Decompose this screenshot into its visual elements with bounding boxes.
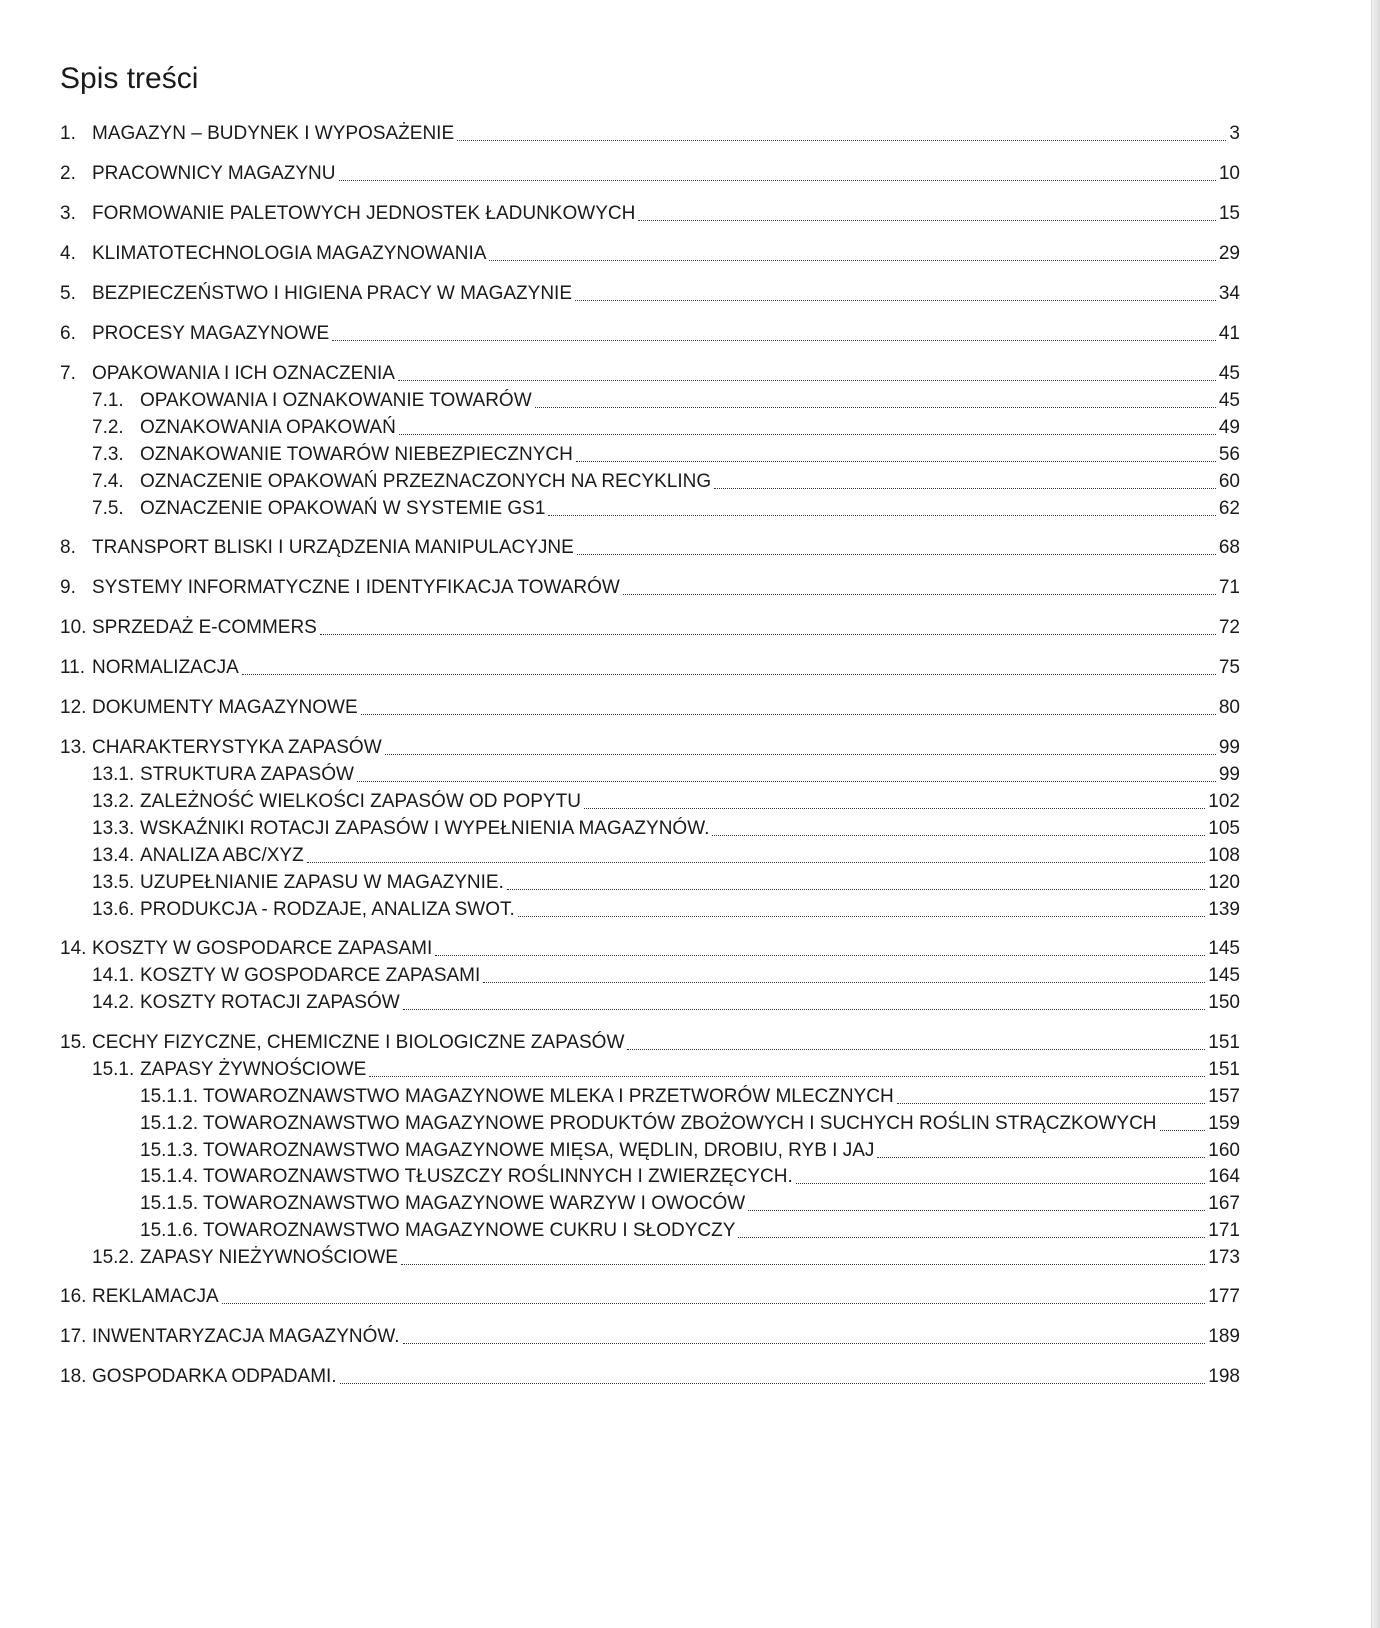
dot-leader	[575, 300, 1216, 301]
toc-entry[interactable]	[92, 1057, 1240, 1083]
dot-leader	[369, 1076, 1205, 1077]
toc-entry-label: TOWAROZNAWSTWO MAGAZYNOWE CUKRU I SŁODYCZY	[203, 1220, 736, 1241]
dot-leader	[357, 781, 1216, 782]
dot-leader	[361, 714, 1216, 715]
toc-entry-label: INWENTARYZACJA MAGAZYNÓW.	[92, 1326, 400, 1347]
toc-entry-label: TOWAROZNAWSTWO MAGAZYNOWE MIĘSA, WĘDLIN, DROBIU, RYB I JAJ	[203, 1140, 875, 1161]
toc-entry-label: OZNACZENIE OPAKOWAŃ PRZEZNACZONYCH NA RECYKLING	[140, 471, 712, 492]
dot-leader	[385, 754, 1216, 755]
toc-entry-page-number: 60	[1218, 471, 1240, 492]
toc-entry-page-number: 62	[1218, 498, 1240, 519]
toc-entry-page-number: 151	[1208, 1059, 1240, 1080]
dot-leader	[577, 554, 1216, 555]
toc-entry[interactable]	[140, 1164, 1240, 1190]
dot-leader	[483, 982, 1205, 983]
toc-entry-label: CHARAKTERYSTYKA ZAPASÓW	[92, 737, 382, 758]
toc-entry-number: 14.	[60, 938, 87, 959]
toc-entry[interactable]	[60, 121, 1240, 147]
toc-entry-number: 13.5.	[92, 872, 135, 893]
toc-entry-number: 17.	[60, 1326, 87, 1347]
toc-entry[interactable]	[60, 201, 1240, 227]
dot-leader	[518, 916, 1206, 917]
dot-leader	[403, 1009, 1206, 1010]
dot-leader	[489, 260, 1215, 261]
toc-entry-number: 15.1.3.	[140, 1140, 199, 1161]
toc-entry-number: 13.3.	[92, 818, 135, 839]
dot-leader	[1160, 1130, 1206, 1131]
toc-entry-label: ZAPASY ŻYWNOŚCIOWE	[140, 1059, 367, 1080]
toc-entry-number: 15.1.1.	[140, 1086, 199, 1107]
dot-leader	[535, 407, 1216, 408]
toc-entry-label: NORMALIZACJA	[92, 657, 239, 678]
toc-entry-page-number: 150	[1208, 992, 1240, 1013]
toc-entry-page-number: 160	[1208, 1140, 1240, 1161]
toc-entry-label: ZALEŻNOŚĆ WIELKOŚCI ZAPASÓW OD POPYTU	[140, 791, 581, 812]
dot-leader	[320, 634, 1216, 635]
dot-leader	[332, 340, 1216, 341]
toc-entry-number: 13.6.	[92, 899, 135, 920]
toc-entry-number: 5.	[60, 283, 76, 304]
toc-entry[interactable]	[140, 1138, 1240, 1164]
toc-entry-label: FORMOWANIE PALETOWYCH JEDNOSTEK ŁADUNKOWYCH	[92, 203, 636, 224]
toc-entry-label: BEZPIECZEŃSTWO I HIGIENA PRACY W MAGAZYNIE	[92, 283, 572, 304]
toc-entry-number: 15.1.5.	[140, 1193, 199, 1214]
toc-entry-label: DOKUMENTY MAGAZYNOWE	[92, 697, 358, 718]
toc-entry-label: PRACOWNICY MAGAZYNU	[92, 163, 336, 184]
toc-entry-page-number: 41	[1218, 323, 1240, 344]
dot-leader	[714, 488, 1216, 489]
toc-entry-page-number: 164	[1208, 1166, 1240, 1187]
toc-entry[interactable]	[60, 936, 1240, 962]
dot-leader	[748, 1210, 1205, 1211]
toc-entry-label: KOSZTY ROTACJI ZAPASÓW	[140, 992, 400, 1013]
toc-entry-label: CECHY FIZYCZNE, CHEMICZNE I BIOLOGICZNE ZAPASÓW	[92, 1032, 625, 1053]
dot-leader	[222, 1303, 1206, 1304]
dot-leader	[507, 889, 1205, 890]
toc-entry-number: 12.	[60, 697, 87, 718]
toc-entry[interactable]	[140, 1218, 1240, 1244]
toc-entry-page-number: 167	[1208, 1193, 1240, 1214]
toc-entry[interactable]	[60, 1324, 1240, 1350]
toc-entry-number: 2.	[60, 163, 76, 184]
toc-entry-page-number: 75	[1218, 657, 1240, 678]
toc-entry-page-number: 105	[1208, 818, 1240, 839]
toc-entry-number: 7.	[60, 363, 76, 384]
toc-entry-label: TRANSPORT BLISKI I URZĄDZENIA MANIPULACYJNE	[92, 537, 574, 558]
toc-entry-number: 11.	[60, 657, 86, 678]
toc-entry-page-number: 108	[1208, 845, 1240, 866]
toc-entry[interactable]	[60, 655, 1240, 681]
toc-entry[interactable]	[92, 843, 1240, 869]
toc-entry[interactable]	[60, 241, 1240, 267]
toc-entry-label: WSKAŹNIKI ROTACJI ZAPASÓW I WYPEŁNIENIA MAGAZYNÓW.	[140, 818, 710, 839]
toc-entry-number: 6.	[60, 323, 76, 344]
toc-entry-label: ANALIZA ABC/XYZ	[140, 845, 304, 866]
toc-entry-number: 18.	[60, 1366, 87, 1387]
page-edge-shadow	[1372, 0, 1380, 1628]
toc-entry-label: OPAKOWANIA I OZNAKOWANIE TOWARÓW	[140, 390, 532, 411]
toc-entry-label: MAGAZYN – BUDYNEK I WYPOSAŻENIE	[92, 123, 455, 144]
toc-entry-page-number: 151	[1208, 1032, 1240, 1053]
toc-entry-page-number: 34	[1218, 283, 1240, 304]
toc-entry-number: 8.	[60, 537, 76, 558]
toc-entry[interactable]	[92, 469, 1240, 495]
toc-entry-label: TOWAROZNAWSTWO MAGAZYNOWE WARZYW I OWOCÓW	[203, 1193, 746, 1214]
toc-entry-page-number: 102	[1208, 791, 1240, 812]
dot-leader	[627, 1049, 1205, 1050]
toc-entry-page-number: 145	[1208, 938, 1240, 959]
toc-entry-label: SPRZEDAŻ E-COMMERS	[92, 617, 317, 638]
toc-entry-label: STRUKTURA ZAPASÓW	[140, 764, 354, 785]
toc-entry-page-number: 68	[1218, 537, 1240, 558]
toc-entry-label: OZNAKOWANIE TOWARÓW NIEBEZPIECZNYCH	[140, 444, 573, 465]
toc-entry-number: 7.5.	[92, 498, 124, 519]
toc-entry-label: KLIMATOTECHNOLOGIA MAGAZYNOWANIA	[92, 243, 487, 264]
toc-entry-label: KOSZTY W GOSPODARCE ZAPASAMI	[140, 965, 481, 986]
toc-entry[interactable]	[60, 575, 1240, 601]
toc-entry-page-number: 45	[1218, 390, 1240, 411]
toc-entry-page-number: 80	[1218, 697, 1240, 718]
toc-entry-page-number: 159	[1208, 1113, 1240, 1134]
dot-leader	[401, 1264, 1205, 1265]
toc-entry[interactable]	[92, 762, 1240, 788]
dot-leader	[712, 835, 1205, 836]
toc-entry-page-number: 145	[1208, 965, 1240, 986]
toc-entry[interactable]	[92, 990, 1240, 1016]
toc-entry[interactable]	[60, 735, 1240, 761]
toc-entry-number: 1.	[60, 123, 76, 144]
toc-entry-number: 15.1.4.	[140, 1166, 199, 1187]
toc-entry-number: 7.3.	[92, 444, 124, 465]
dot-leader	[584, 808, 1205, 809]
toc-entry[interactable]	[140, 1111, 1240, 1137]
toc-entry-page-number: 157	[1208, 1086, 1240, 1107]
dot-leader	[576, 461, 1216, 462]
dot-leader	[340, 1383, 1206, 1384]
toc-entry-label: PRODUKCJA - RODZAJE, ANALIZA SWOT.	[140, 899, 515, 920]
toc-entry-label: KOSZTY W GOSPODARCE ZAPASAMI	[92, 938, 433, 959]
toc-entry[interactable]	[60, 1364, 1240, 1390]
toc-entry-page-number: 45	[1218, 363, 1240, 384]
toc-entry-label: TOWAROZNAWSTWO TŁUSZCZY ROŚLINNYCH I ZWIERZĘCYCH.	[203, 1166, 793, 1187]
dot-leader	[738, 1237, 1205, 1238]
dot-leader	[877, 1157, 1205, 1158]
toc-entry-number: 14.2.	[92, 992, 135, 1013]
toc-entry[interactable]	[60, 695, 1240, 721]
toc-entry-page-number: 3	[1229, 123, 1240, 144]
toc-entry[interactable]	[60, 1284, 1240, 1310]
toc-entry-number: 3.	[60, 203, 76, 224]
toc-entry-page-number: 198	[1208, 1366, 1240, 1387]
toc-entry-label: PROCESY MAGAZYNOWE	[92, 323, 330, 344]
dot-leader	[307, 862, 1206, 863]
toc-entry[interactable]	[92, 496, 1240, 522]
toc-entry-label: TOWAROZNAWSTWO MAGAZYNOWE PRODUKTÓW ZBOŻOWYCH I SUCHYCH ROŚLIN STRĄCZKOWYCH	[203, 1113, 1157, 1134]
dot-leader	[457, 140, 1226, 141]
toc-entry[interactable]	[92, 897, 1240, 923]
toc-entry[interactable]	[140, 1191, 1240, 1217]
toc-entry-page-number: 189	[1208, 1326, 1240, 1347]
toc-entry-label: SYSTEMY INFORMATYCZNE I IDENTYFIKACJA TOWARÓW	[92, 577, 620, 598]
toc-entry-number: 15.1.6.	[140, 1220, 199, 1241]
toc-entry-label: OZNACZENIE OPAKOWAŃ W SYSTEMIE GS1	[140, 498, 546, 519]
toc-entry[interactable]	[92, 1245, 1240, 1271]
toc-entry[interactable]	[92, 870, 1240, 896]
dot-leader	[548, 515, 1215, 516]
dot-leader	[399, 434, 1216, 435]
toc-entry[interactable]	[60, 1030, 1240, 1056]
page-title: Spis treści	[60, 62, 199, 95]
toc-entry-number: 7.4.	[92, 471, 124, 492]
toc-entry[interactable]	[92, 442, 1240, 468]
toc-entry[interactable]	[92, 963, 1240, 989]
toc-entry-page-number: 15	[1218, 203, 1240, 224]
toc-entry[interactable]	[60, 615, 1240, 641]
toc-entry-label: GOSPODARKA ODPADAMI.	[92, 1366, 337, 1387]
toc-entry-number: 10.	[60, 617, 87, 638]
dot-leader	[242, 674, 1216, 675]
dot-leader	[398, 380, 1216, 381]
toc-entry-page-number: 139	[1208, 899, 1240, 920]
toc-entry-page-number: 49	[1218, 417, 1240, 438]
toc-entry[interactable]	[92, 789, 1240, 815]
toc-entry-number: 15.1.2.	[140, 1113, 199, 1134]
toc-entry-number: 14.1.	[92, 965, 135, 986]
toc-entry-number: 13.1.	[92, 764, 135, 785]
toc-entry-page-number: 10	[1218, 163, 1240, 184]
toc-entry-number: 15.2.	[92, 1247, 135, 1268]
toc-entry-page-number: 99	[1218, 737, 1240, 758]
toc-entry[interactable]	[140, 1084, 1240, 1110]
toc-entry-page-number: 120	[1208, 872, 1240, 893]
toc-entry-label: UZUPEŁNIANIE ZAPASU W MAGAZYNIE.	[140, 872, 504, 893]
toc-entry-page-number: 72	[1218, 617, 1240, 638]
dot-leader	[623, 594, 1216, 595]
toc-entry-label: ZAPASY NIEŻYWNOŚCIOWE	[140, 1247, 398, 1268]
dot-leader	[403, 1343, 1206, 1344]
dot-leader	[638, 220, 1216, 221]
toc-entry[interactable]	[92, 388, 1240, 414]
toc-entry[interactable]	[92, 415, 1240, 441]
toc-entry-page-number: 177	[1208, 1286, 1240, 1307]
dot-leader	[897, 1103, 1206, 1104]
toc-entry-page-number: 71	[1218, 577, 1240, 598]
toc-entry-page-number: 173	[1208, 1247, 1240, 1268]
toc-entry-label: REKLAMACJA	[92, 1286, 219, 1307]
toc-entry[interactable]	[60, 321, 1240, 347]
toc-entry[interactable]	[92, 816, 1240, 842]
toc-entry-page-number: 99	[1218, 764, 1240, 785]
toc-entry-number: 15.	[60, 1032, 87, 1053]
toc-entry-number: 16.	[60, 1286, 87, 1307]
toc-entry-number: 15.1.	[92, 1059, 135, 1080]
toc-entry-number: 13.	[60, 737, 87, 758]
toc-entry[interactable]	[60, 535, 1240, 561]
toc-entry-number: 13.4.	[92, 845, 135, 866]
toc-entry-number: 4.	[60, 243, 76, 264]
toc-entry-number: 7.2.	[92, 417, 124, 438]
dot-leader	[435, 955, 1205, 956]
toc-entry[interactable]	[60, 361, 1240, 387]
toc-entry[interactable]	[60, 281, 1240, 307]
toc-entry-page-number: 171	[1208, 1220, 1240, 1241]
dot-leader	[796, 1183, 1206, 1184]
toc-entry-page-number: 56	[1218, 444, 1240, 465]
toc-entry-label: OPAKOWANIA I ICH OZNACZENIA	[92, 363, 395, 384]
toc-entry-number: 7.1.	[92, 390, 124, 411]
toc-entry-label: OZNAKOWANIA OPAKOWAŃ	[140, 417, 396, 438]
toc-entry-number: 13.2.	[92, 791, 135, 812]
toc-entry[interactable]	[60, 161, 1240, 187]
toc-entry-label: TOWAROZNAWSTWO MAGAZYNOWE MLEKA I PRZETWORÓW MLECZNYCH	[203, 1086, 894, 1107]
dot-leader	[339, 180, 1216, 181]
toc-entry-number: 9.	[60, 577, 76, 598]
toc-entry-page-number: 29	[1218, 243, 1240, 264]
